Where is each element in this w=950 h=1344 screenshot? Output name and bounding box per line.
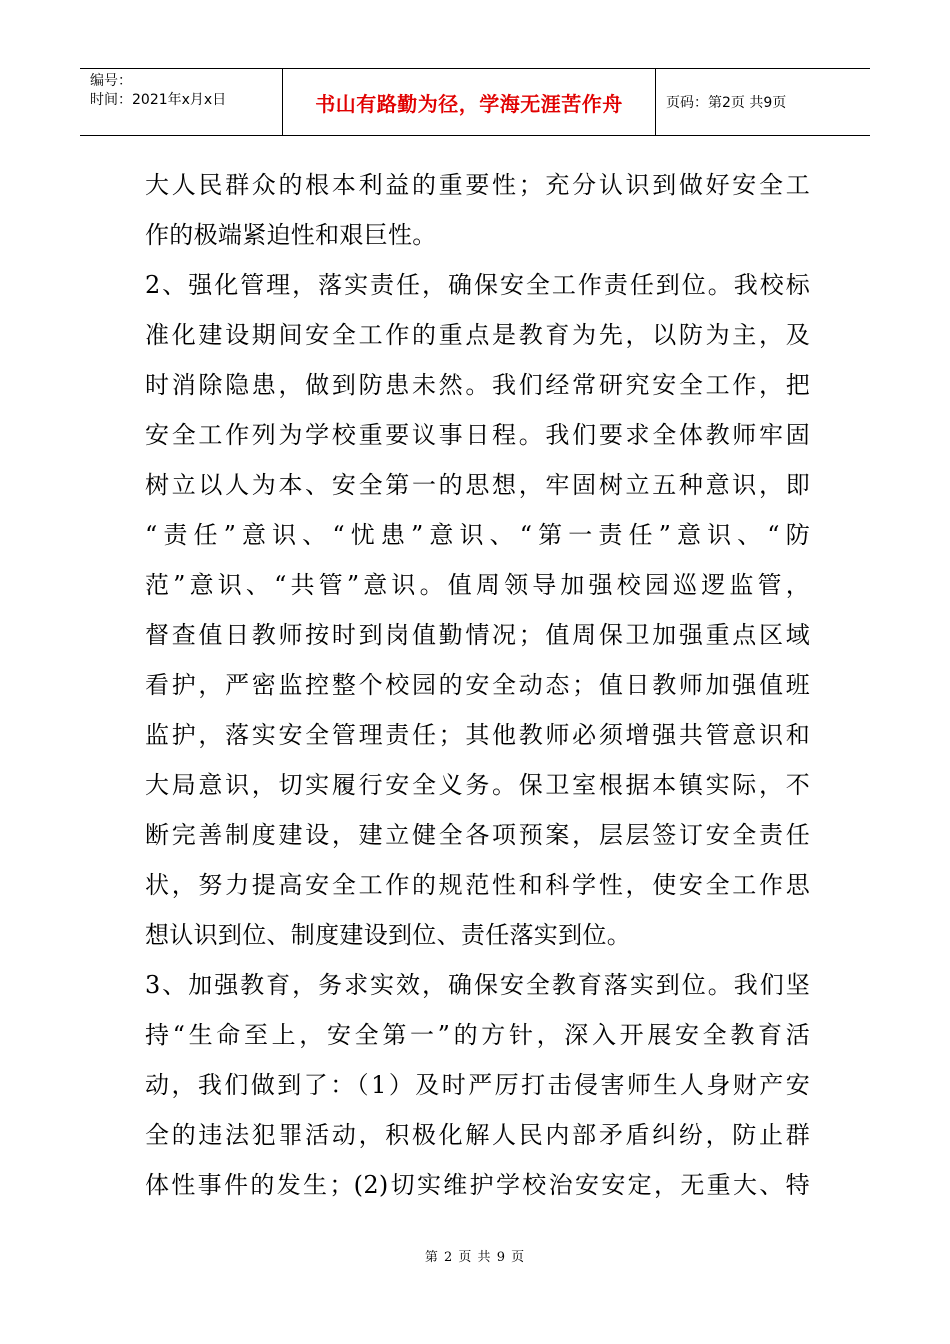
body-line: “责任”意识、“忧患”意识、“第一责任”意识、“防 xyxy=(145,521,810,549)
body-line: 大人民群众的根本利益的重要性；充分认识到做好安全工 xyxy=(145,171,810,199)
body-line: 动，我们做到了：（1）及时严厉打击侵害师生人身财产安 xyxy=(145,1071,810,1099)
document-number: 编号： xyxy=(90,73,132,89)
document-body xyxy=(145,160,810,1210)
body-line: 准化建设期间安全工作的重点是教育为先，以防为主，及 xyxy=(145,321,810,349)
body-line: 监护，落实安全管理责任；其他教师必须增强共管意识和 xyxy=(145,721,810,749)
page-footer: 第 2 页 共 9 页 xyxy=(424,1250,526,1265)
body-line: 体性事件的发生；(2)切实维护学校治安安定，无重大、特 xyxy=(145,1171,810,1199)
body-line: 想认识到位、制度建设到位、责任落实到位。 xyxy=(145,921,631,949)
header-motto: 书山有路勤为径，学海无涯苦作舟 xyxy=(283,69,656,135)
header-meta xyxy=(80,69,283,135)
body-line: 安全工作列为学校重要议事日程。我们要求全体教师牢固 xyxy=(145,421,810,449)
body-line: 时消除隐患，做到防患未然。我们经常研究安全工作，把 xyxy=(145,371,810,399)
body-line: 督查值日教师按时到岗值勤情况；值周保卫加强重点区域 xyxy=(145,621,810,649)
body-line: 断完善制度建设，建立健全各项预案，层层签订安全责任 xyxy=(145,821,810,849)
body-line: 3、加强教育，务求实效，确保安全教育落实到位。我们坚 xyxy=(145,971,810,999)
body-line: 大局意识，切实履行安全义务。保卫室根据本镇实际，不 xyxy=(145,771,810,799)
body-line: 2、强化管理，落实责任，确保安全工作责任到位。我校标 xyxy=(145,271,810,299)
body-line: 看护，严密监控整个校园的安全动态；值日教师加强值班 xyxy=(145,671,810,699)
body-line: 状，努力提高安全工作的规范性和科学性，使安全工作思 xyxy=(145,871,810,899)
body-line: 作的极端紧迫性和艰巨性。 xyxy=(145,221,437,249)
document-date: 时间：2021年x月x日 xyxy=(90,92,227,108)
body-line: 持“生命至上，安全第一”的方针，深入开展安全教育活 xyxy=(145,1021,810,1049)
page-header xyxy=(80,68,870,136)
body-line: 全的违法犯罪活动，积极化解人民内部矛盾纠纷，防止群 xyxy=(145,1121,810,1149)
body-line: 树立以人为本、安全第一的思想，牢固树立五种意识，即 xyxy=(145,471,810,499)
header-page-number: 页码：第2页 共9页 xyxy=(666,95,787,111)
body-line: 范”意识、“共管”意识。值周领导加强校园巡逻监管， xyxy=(145,571,810,599)
